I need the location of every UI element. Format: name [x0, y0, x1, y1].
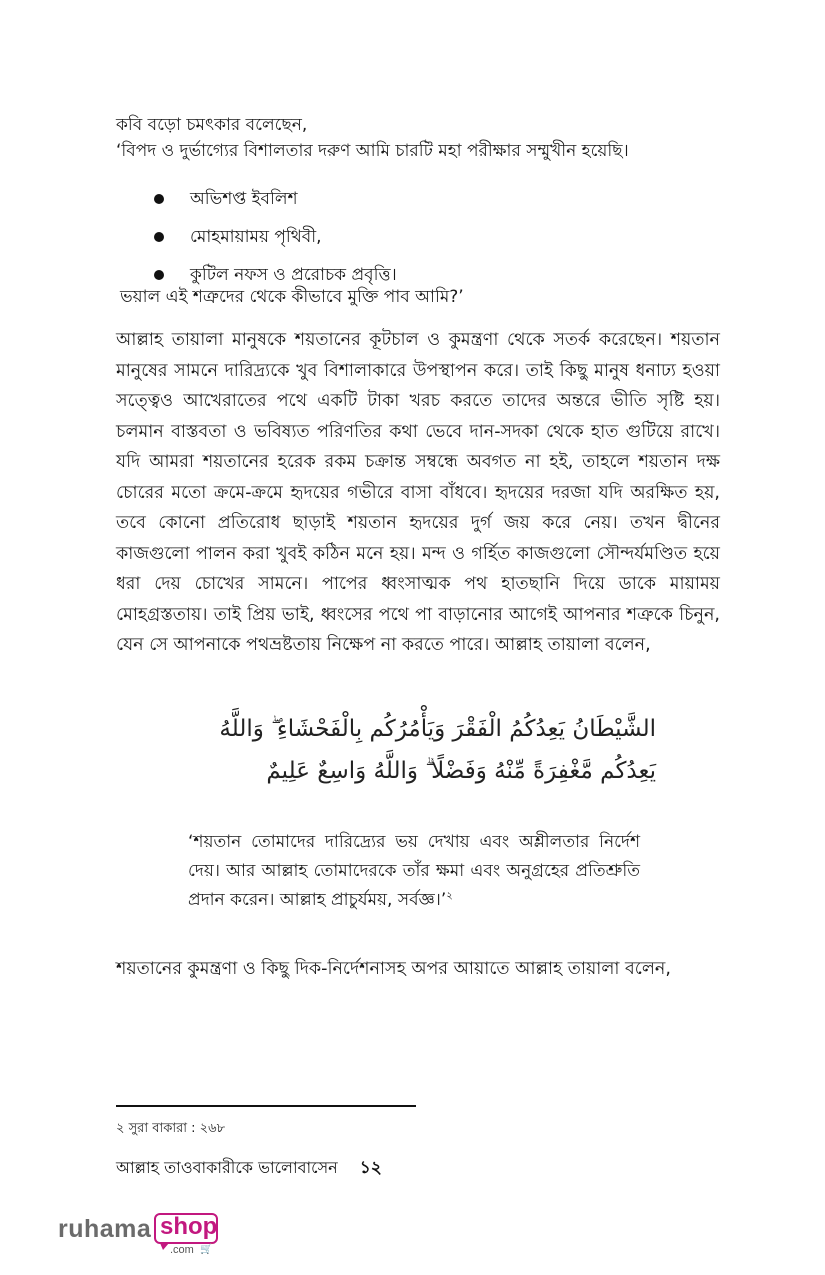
intro-block — [116, 112, 629, 164]
list-item: মোহমায়াময় পৃথিবী, — [150, 218, 397, 256]
footnote: ২ সুরা বাকারা : ২৬৮ — [116, 1121, 226, 1136]
bullet-icon — [154, 194, 164, 204]
footnote-ref[interactable]: ২ — [446, 890, 453, 902]
arabic-verse-line: يَعِدُكُم مَّغْفِرَةً مِّنْهُ وَفَضْلًا ۗ وَاللَّهُ وَاسِعٌ عَلِيمٌ — [266, 758, 656, 784]
bullet-icon — [154, 270, 164, 280]
footnote-divider — [116, 1105, 416, 1107]
cart-icon: 🛒 — [200, 1244, 213, 1255]
running-footer — [116, 1155, 382, 1183]
book-title: আল্লাহ তাওবাকারীকে ভালোবাসেন — [116, 1158, 338, 1177]
logo-text: ruhama — [58, 1215, 152, 1243]
arabic-verse-line: الشَّيْطَانُ يَعِدُكُمُ الْفَقْرَ وَيَأْمُرُكُم بِالْفَحْشَاءِ ۖ وَاللَّهُ — [219, 716, 656, 742]
logo-speech-bubble — [154, 1213, 218, 1244]
list-item: কুটিল নফস ও প্ররোচক প্রবৃত্তি। — [150, 256, 397, 294]
verse-translation — [188, 828, 640, 915]
logo-text-accent: shop — [160, 1213, 218, 1240]
bullet-icon — [154, 232, 164, 242]
logo-suffix: .com — [170, 1244, 194, 1256]
intro-line: কবি বড়ো চমৎকার বলেছেন, — [116, 115, 308, 135]
list-item: অভিশপ্ত ইবলিশ — [150, 180, 397, 218]
translation-text: ‘শয়তান তোমাদের দারিদ্র্যের ভয় দেখায় এবং অশ্লীলতার নির্দেশ দেয়। আর আল্লাহ তোমাদেরকে তাঁর ক্ষমা এবং অনুগ্রহের প্রতিশ্রুতি প্রদান করেন। আল্লাহ প্রাচুর্যময়, সর্বজ্ঞ।’ — [188, 832, 640, 910]
quote-opening-line: ‘বিপদ ও দুর্ভাগ্যের বিশালতার দরুণ আমি চারটি মহা পরীক্ষার সম্মুখীন হয়েছি। — [116, 141, 629, 161]
body-paragraph: আল্লাহ তায়ালা মানুষকে শয়তানের কূটচাল ও কুমন্ত্রণা থেকে সতর্ক করেছেন। শয়তান মানুষের সামনে দারিদ্র্যকে খুব বিশালাকারে উপস্থাপন করে। তাই কিছু মানুষ ধনাঢ্য হওয়া সত্ত্বেও আখেরাতের পথে একটি টাকা খরচ করতে তাদের অন্তরে ভীতি সৃষ্টি হয়। চলমান বাস্তবতা ও ভবিষ্যত পরিণতির কথা ভেবে দান-সদকা থেকে হাত গুটিয়ে রাখে। যদি আমরা শয়তানের হরেক রকম চক্রান্ত সম্বন্ধে অবগত না হই, তাহলে শয়তান দক্ষ চোরের মতো ক্রমে-ক্রমে হৃদয়ের গভীরে বাসা বাঁধবে। হৃদয়ের দরজা যদি অরক্ষিত হয়, তবে কোনো প্রতিরোধ ছাড়াই শয়তান হৃদয়ের দুর্গ জয় করে নেয়। তখন দ্বীনের কাজগুলো পালন করা খুবই কঠিন মনে হয়। মন্দ ও গর্হিত কাজগুলো সৌন্দর্যমণ্ডিত হয়ে ধরা দেয় চোখের সামনে। পাপের ধ্বংসাত্মক পথ হাতছানি দিয়ে ডাকে মায়াময় মোহগ্রস্ততায়। তাই প্রিয় ভাই, ধ্বংসের পথে পা বাড়ানোর আগেই আপনার শত্রুকে চিনুন, যেন সে আপনাকে পথভ্রষ্টতায় নিক্ষেপ না করতে পারে। আল্লাহ তায়ালা বলেন, — [116, 330, 720, 655]
page-number: ১২ — [359, 1158, 382, 1178]
quote-closing-line: ভয়াল এই শত্রুদের থেকে কীভাবে মুক্তি পাব আমি?’ — [120, 287, 464, 307]
arabic-verse — [186, 708, 656, 792]
body-paragraph: শয়তানের কুমন্ত্রণা ও কিছু দিক-নির্দেশনাসহ অপর আয়াতে আল্লাহ তায়ালা বলেন, — [116, 959, 671, 979]
bullet-list — [150, 180, 397, 294]
